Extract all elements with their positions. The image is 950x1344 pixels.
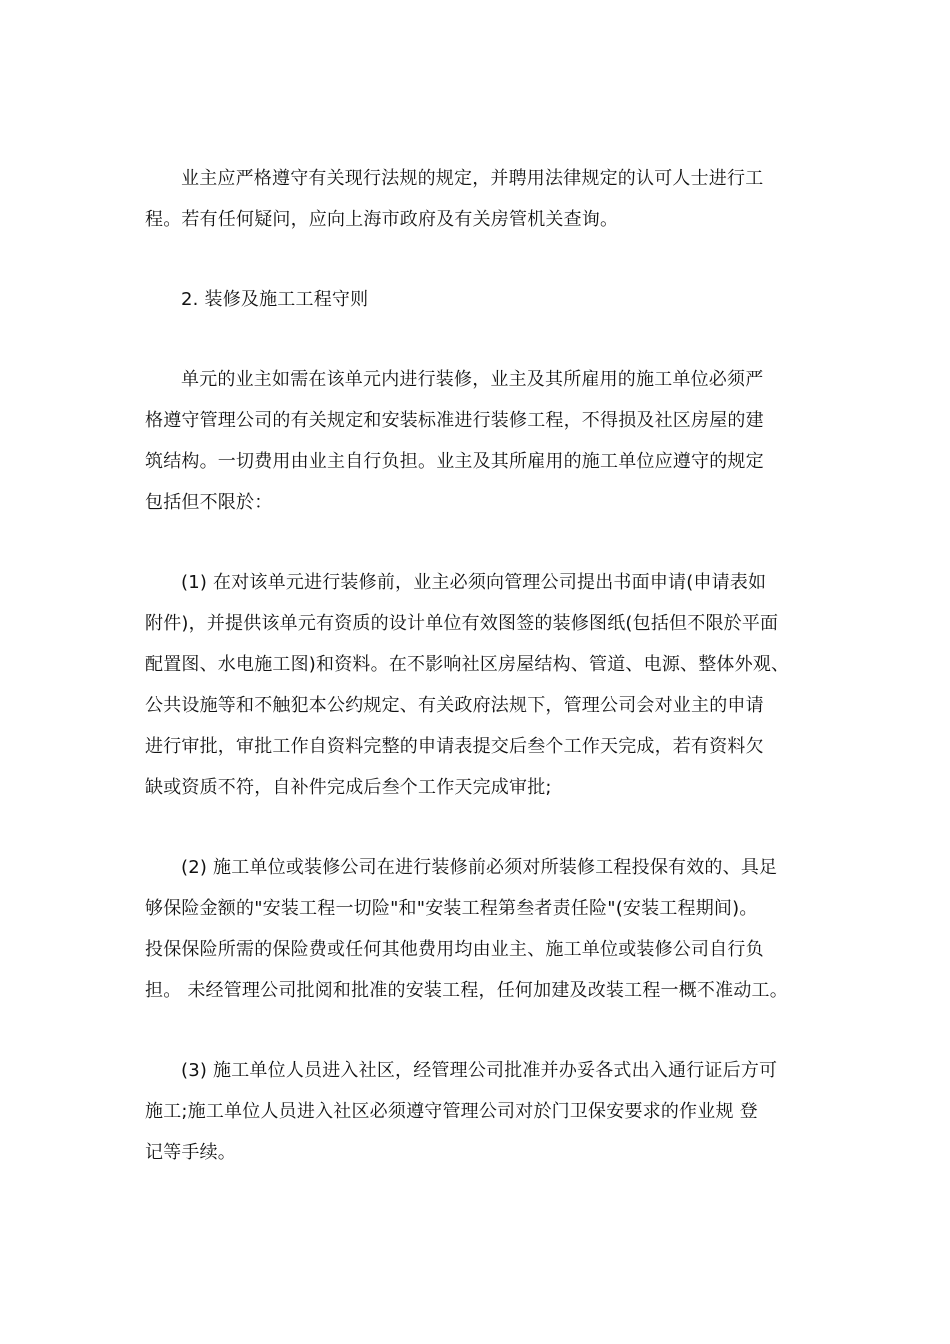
item-2-line-1: (2) 施工单位或装修公司在进行装修前必须对所装修工程投保有效的、具足 <box>181 857 778 878</box>
item-3-line-1: (3) 施工单位人员进入社区，经管理公司批准并办妥各式出入通行证后方可 <box>181 1060 778 1081</box>
paragraph-2-line-3: 筑结构。一切费用由业主自行负担。业主及其所雇用的施工单位应遵守的规定 <box>145 451 764 472</box>
item-1-line-5: 进行审批，审批工作自资料完整的申请表提交后叁个工作天完成，若有资料欠 <box>145 736 764 757</box>
item-1-line-6: 缺或资质不符，自补件完成后叁个工作天完成审批; <box>145 777 552 798</box>
paragraph-2-line-4: 包括但不限於： <box>145 492 273 513</box>
item-1-line-2: 附件)，并提供该单元有资质的设计单位有效图签的装修图纸(包括但不限於平面 <box>145 613 779 634</box>
paragraph-1-line-1: 业主应严格遵守有关现行法规的规定，并聘用法律规定的认可人士进行工 <box>181 168 764 189</box>
item-1-line-3: 配置图、水电施工图)和资料。在不影响社区房屋结构、管道、电源、整体外观、 <box>145 654 790 675</box>
item-2-line-4: 担。 未经管理公司批阅和批准的安装工程，任何加建及改装工程一概不准动工。 <box>145 980 788 1001</box>
paragraph-2-line-1: 单元的业主如需在该单元内进行装修，业主及其所雇用的施工单位必须严 <box>181 369 764 390</box>
paragraph-2-line-2: 格遵守管理公司的有关规定和安装标准进行装修工程，不得损及社区房屋的建 <box>145 410 764 431</box>
item-2-line-2: 够保险金额的"安装工程一切险"和"安装工程第叁者责任险"(安装工程期间)。 <box>145 898 758 919</box>
item-2-line-3: 投保保险所需的保险费或任何其他费用均由业主、施工单位或装修公司自行负 <box>145 939 764 960</box>
item-3-line-2: 施工;施工单位人员进入社区必须遵守管理公司对於门卫保安要求的作业规 登 <box>145 1101 758 1122</box>
section-heading: 2. 装修及施工工程守则 <box>181 289 369 310</box>
item-3-line-3: 记等手续。 <box>145 1142 236 1163</box>
item-1-line-4: 公共设施等和不触犯本公约规定、有关政府法规下，管理公司会对业主的申请 <box>145 695 764 716</box>
item-1-line-1: (1) 在对该单元进行装修前，业主必须向管理公司提出书面申请(申请表如 <box>181 572 767 593</box>
paragraph-1-line-2: 程。若有任何疑问，应向上海市政府及有关房管机关查询。 <box>145 209 619 230</box>
